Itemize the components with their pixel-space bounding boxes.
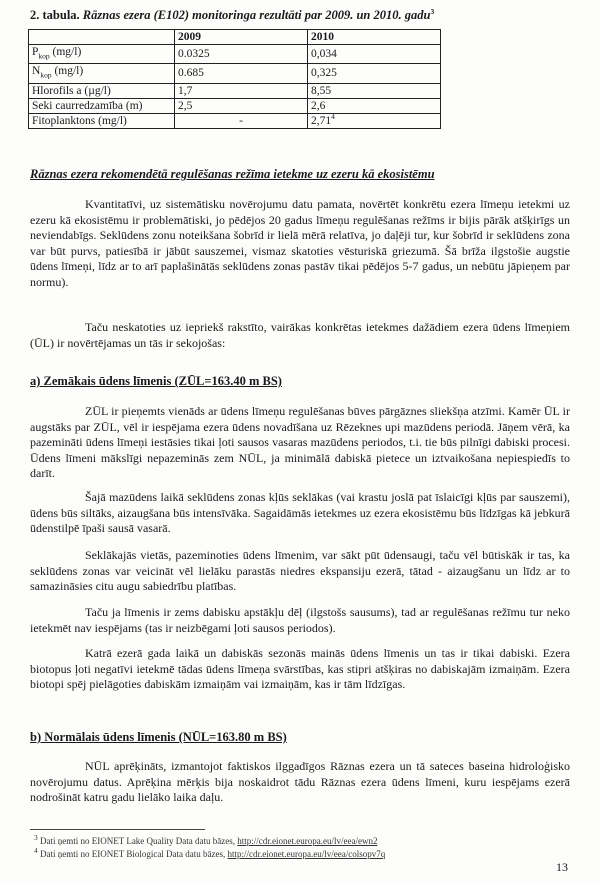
table-row-label: Fitoplanktons (mg/l) xyxy=(29,113,175,128)
table-caption xyxy=(30,8,434,23)
table-cell-2009: 0.685 xyxy=(175,64,308,83)
monitoring-table xyxy=(28,29,441,129)
footnote-4: $^4$ Dati ņemti no EIONET Biological Data datu bāzes, http://cdr.eionet.europa.eu/lv/eea/colsopv7q xyxy=(34,846,386,859)
section-heading: Rāznas ezera rekomendētā regulēšanas režīma ietekme uz ezeru kā ekosistēmu xyxy=(30,167,435,181)
table-cell-2010: 8,55 xyxy=(308,83,441,98)
table-row-label: Hlorofils a (µg/l) xyxy=(29,83,175,98)
subheading-normal-level: b) Normālais ūdens līmenis (NŪL=163.80 m BS) xyxy=(30,730,287,744)
footnote-divider xyxy=(30,829,205,830)
table-row xyxy=(29,64,441,83)
table-row-label: $P_{kop}$ (mg/l) xyxy=(29,45,175,64)
table-row-label: Seki caurredzamība (m) xyxy=(29,98,175,113)
table-cell-2010: 2,6 xyxy=(308,98,441,113)
table-header-2010: 2010 xyxy=(308,30,441,45)
paragraph-low-level-3: Seklākajās vietās, pazeminoties ūdens līmenim, var sākt pūt ūdensaugi, taču vēl būtiskāk ir tas, ka seklūdens zonas var veicināt vēl lielāku parastās niedres ekspansiju ezerā, tātad - aizaugšanu un līdz ar to samazināsies citu augu sabiedrību platības. xyxy=(30,548,570,593)
table-cell-2009: 0.0325 xyxy=(175,45,308,64)
table-row-label: $N_{kop}$ (mg/l) xyxy=(29,64,175,83)
footnote-3: $^3$ Dati ņemti no EIONET Lake Quality Data datu bāzes, http://cdr.eionet.europa.eu/lv/eea/ewn2 xyxy=(34,833,378,846)
footnote-3-link[interactable]: http://cdr.eionet.europa.eu/lv/eea/ewn2 xyxy=(237,836,378,846)
paragraph-low-level-2: Šajā mazūdens laikā seklūdens zonas kļūs seklākas (vai krastu joslā pat īslaicīgi kļūs par sauszemi), ūdens būs siltāks, aizaugšana būs intensīvāka. Sagaidāmās ietekmes uz ezera ekosistēmu būs līdzīgas kā jebkurā ūdenstilpē īpaši sausā vasarā. xyxy=(30,490,570,535)
table-caption-footnote-ref: 3 xyxy=(430,6,435,16)
table-header-row xyxy=(29,30,441,45)
table-header-2009: 2009 xyxy=(175,30,308,45)
paragraph-low-level-4: Taču ja līmenis ir zems dabisku apstākļu dēļ (ilgstošs sausums), tad ar regulēšanas režīmu tur neko ietekmēt nav iespējams (tas ir neizbēgami ļoti sausos periodos). xyxy=(30,605,570,635)
footnote-4-link[interactable]: http://cdr.eionet.europa.eu/lv/eea/colsopv7q xyxy=(227,849,386,859)
paragraph-low-level-5: Katrā ezerā gada laikā un dabiskās sezonās mainās ūdens līmenis un tas ir tikai dabiski. Ezera biotopus ļoti negatīvi ietekmē tādas ūdens līmeņa svārstības, kas stipri atšķiras no dabiskajām izmaiņām. Ezera biotopi spēj pielāgoties dabiskām izmaiņām vai izmaiņām, kas ir tām līdzīgas. xyxy=(30,646,570,691)
table-cell-2009: 2,5 xyxy=(175,98,308,113)
table-cell-2010: 0,034 xyxy=(308,45,441,64)
page-number: 13 xyxy=(556,860,568,874)
table-row xyxy=(29,113,441,128)
paragraph-low-level-1: ZŪL ir pieņemts vienāds ar ūdens līmeņu regulēšanas būves pārgāznes sliekšņa atzīmi. Kamēr ŪL ir augstāks par ZŪL, vēl ir iespējama ezera ūdens novadīšana uz Rēzeknes upi mazūdens periodā. Jāņem vērā, ka pazemināti ūdens līmeņi iestāsies tikai ļoti sausos vasaras mazūdens periodos, t.i. tie būs pilnīgi dabiski procesi. Ūdens līmeni mākslīgi nepazeminās zem NŪL, ja minimālā dabiskā pietece un iztvaikošana nepiespiedīs to darīt. xyxy=(30,404,570,480)
table-cell-2009: 1,7 xyxy=(175,83,308,98)
table-header-empty xyxy=(29,30,175,45)
table-cell-footnote-ref: 4 xyxy=(331,111,335,121)
table-cell-2009: - xyxy=(175,113,308,128)
table-cell-2010: 2,71$^4$ xyxy=(308,113,441,128)
table-caption-text: Rāznas ezera (E102) monitoringa rezultāti par 2009. un 2010. gadu xyxy=(82,8,431,22)
paragraph-impacts: Taču neskatoties uz iepriekš rakstīto, vairākas konkrētas ietekmes dažādiem ezera ūdens līmeņiem (ŪL) ir novērtējamas un tās ir sekojošas: xyxy=(30,320,570,350)
table-row xyxy=(29,45,441,64)
table-cell-2010: 0,325 xyxy=(308,64,441,83)
paragraph-intro: Kvantitatīvi, uz sistemātisku novērojumu datu pamata, novērtēt konkrētu ezera līmeņu ietekmi uz ezeru kā ekosistēmu ir problemātiski, jo pēdējos 20 gadus līmeņu regulēšanas režīms ir bijis pārāk atšķirīgs un neviendabīgs. Seklūdens zonu noteikšana šobrīd ir lielā mērā relatīva, jo daļēji tur, kur šobrīd ir seklūdens zona var būt purvs, patiesībā ir jābūt sauszemei, vismaz skatoties vēsturiskā griezumā. Šā brīža ilgstošie augstie ūdens līmeņi, līdz ar to arī paplašinātās seklūdens zonas pastāv tikai pēdējos 5-7 gadus, un nebūtu jāpieņem par normu). xyxy=(30,197,570,289)
paragraph-normal-level: NŪL aprēķināts, izmantojot faktiskos ilggadīgos Rāznas ezera un tā sateces baseina hidroloģisko novērojumu datus. Aprēķina mērķis bija noskaidrot tādu Rāznas ezera ūdens līmeni, kuru iespējams ezerā nodrošināt katru gadu lielāko laika daļu. xyxy=(30,759,570,804)
table-row xyxy=(29,98,441,113)
table-row xyxy=(29,83,441,98)
table-caption-prefix: 2. tabula. xyxy=(30,8,80,22)
subheading-low-level: a) Zemākais ūdens līmenis (ZŪL=163.40 m BS) xyxy=(30,374,282,388)
